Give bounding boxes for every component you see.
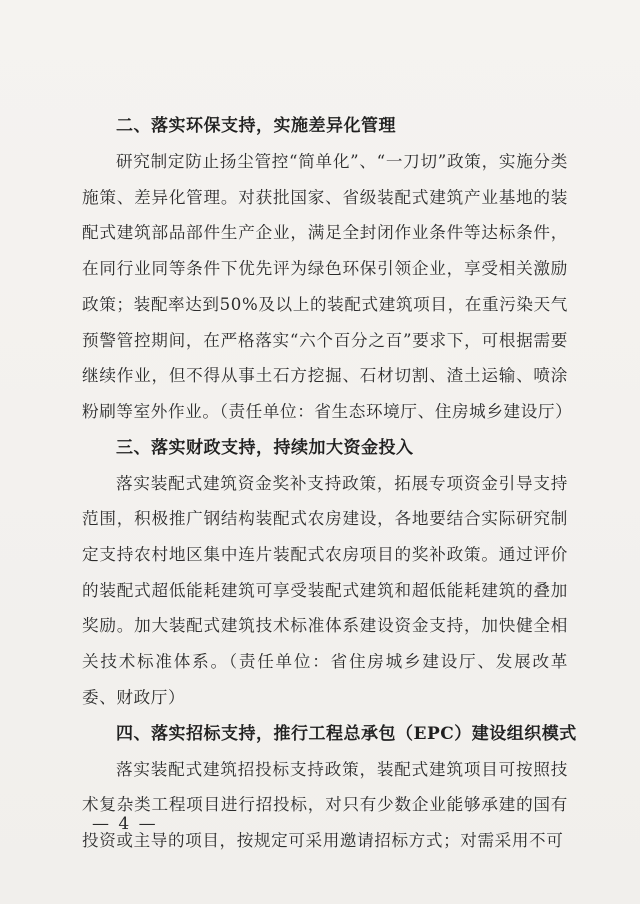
section-body-3: 落实装配式建筑资金奖补支持政策，拓展专项资金引导支持范围，积极推广钢结构装配式农房建设，各地要结合实际研究制定支持农村地区集中连片装配式农房项目的奖补政策。通过评价的装配式超低能耗建筑可享受装配式建筑和超低能耗建筑的叠加奖励。加大装配式建筑技术标准体系建设资金支持，加快健全相关技术标准体系。（责任单位：省住房城乡建设厅、发展改革委、财政厅） (82, 473, 568, 707)
section-body-4: 落实装配式建筑招投标支持政策，装配式建筑项目可按照技术复杂类工程项目进行招投标，对只有少数企业能够承建的国有投资或主导的项目，按规定可采用邀请招标方式；对需采用不可 (82, 759, 568, 850)
section-heading-2: 二、落实环保支持，实施差异化管理 (116, 116, 396, 136)
document-content (82, 108, 577, 859)
section-heading-3: 三、落实财政支持，持续加大资金投入 (116, 437, 414, 458)
section-heading-4: 四、落实招标支持，推行工程总承包（EPC）建设组织模式 (116, 723, 577, 744)
section-body-2: 研究制定防止扬尘管控“简单化”、“一刀切”政策，实施分类施策、差异化管理。对获批国家、省级装配式建筑产业基地的装配式建筑部品部件生产企业，满足全封闭作业条件等达标条件，在同行业同等条件下优先评为绿色环保引领企业，享受相关激励政策；装配率达到50%及以上的装配式建筑项目，在重污染天气预警管控期间，在严格落实“六个百分之百”要求下，可根据需要继续作业，但不得从事土石方挖掘、石材切割、渣土运输、喷涂粉刷等室外作业。（责任单位：省生态环境厅、住房城乡建设厅） (82, 152, 573, 421)
page-number: — 4 — (92, 814, 158, 834)
